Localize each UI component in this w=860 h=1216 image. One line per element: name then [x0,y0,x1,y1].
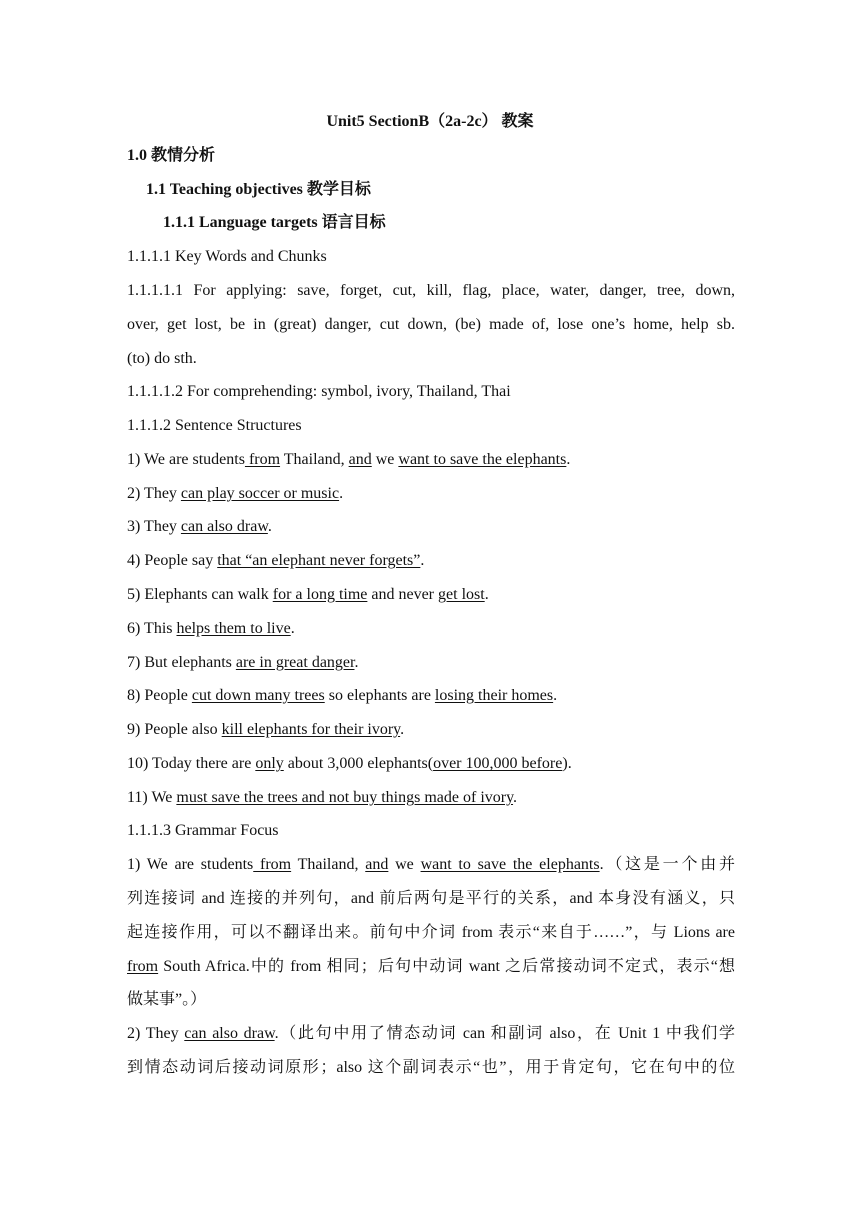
grammar-1-line-4: from South Africa.中的 from 相同；后句中动词 want 之后常接动词不定式，表示“想 [127,958,735,975]
grammar-2-line-2: 到情态动词后接动词原形；also 这个副词表示“也”，用于肯定句，它在句中的位 [127,1059,735,1076]
grammar-1-line-5: 做某事”。） [127,991,207,1008]
sentence-9: 9) People also kill elephants for their ivory. [127,721,405,738]
grammar-1-line-3: 起连接作用，可以不翻译出来。前句中介词 from 表示“来自于……”，与 Lions are [127,924,735,941]
sentence-10: 10) Today there are only about 3,000 elephants(over 100,000 before). [127,755,572,772]
comprehending-line: 1.1.1.1.2 For comprehending: symbol, ivory, Thailand, Thai [127,383,511,400]
sentence-structures-title: 1.1.1.2 Sentence Structures [127,417,302,434]
grammar-1-line-2: 列连接词 and 连接的并列句，and 前后两句是平行的关系，and 本身没有涵义，只 [127,890,735,907]
grammar-1-line-1: 1) We are students from Thailand, and we want to save the elephants.（这是一个由并 [127,856,735,873]
sentence-3: 3) They can also draw. [127,518,272,535]
applying-line-3: (to) do sth. [127,350,197,367]
heading-2: 1.1 Teaching objectives 教学目标 [146,181,371,198]
sentence-1: 1) We are students from Thailand, and we want to save the elephants. [127,451,571,468]
sentence-6: 6) This helps them to live. [127,620,295,637]
sentence-5: 5) Elephants can walk for a long time and never get lost. [127,586,489,603]
heading-3: 1.1.1 Language targets 语言目标 [163,214,386,231]
document-title: Unit5 SectionB（2a-2c） 教案 [326,113,534,130]
applying-line-2: over, get lost, be in (great) danger, cut down, (be) made of, lose one’s home, help sb. [127,316,735,333]
grammar-2-line-1: 2) They can also draw.（此句中用了情态动词 can 和副词 also，在 Unit 1 中我们学 [127,1025,735,1042]
sentence-2: 2) They can play soccer or music. [127,485,344,502]
sentence-4: 4) People say that “an elephant never forgets”. [127,552,425,569]
sentence-7: 7) But elephants are in great danger. [127,654,359,671]
sentence-11: 11) We must save the trees and not buy things made of ivory. [127,789,518,806]
heading-1: 1.0 教情分析 [127,147,216,164]
key-words-title: 1.1.1.1 Key Words and Chunks [127,248,327,265]
applying-line-1: 1.1.1.1.1 For applying: save, forget, cut, kill, flag, place, water, danger, tree, down, [127,282,735,299]
grammar-focus-title: 1.1.1.3 Grammar Focus [127,822,279,839]
sentence-8: 8) People cut down many trees so elephants are losing their homes. [127,687,558,704]
